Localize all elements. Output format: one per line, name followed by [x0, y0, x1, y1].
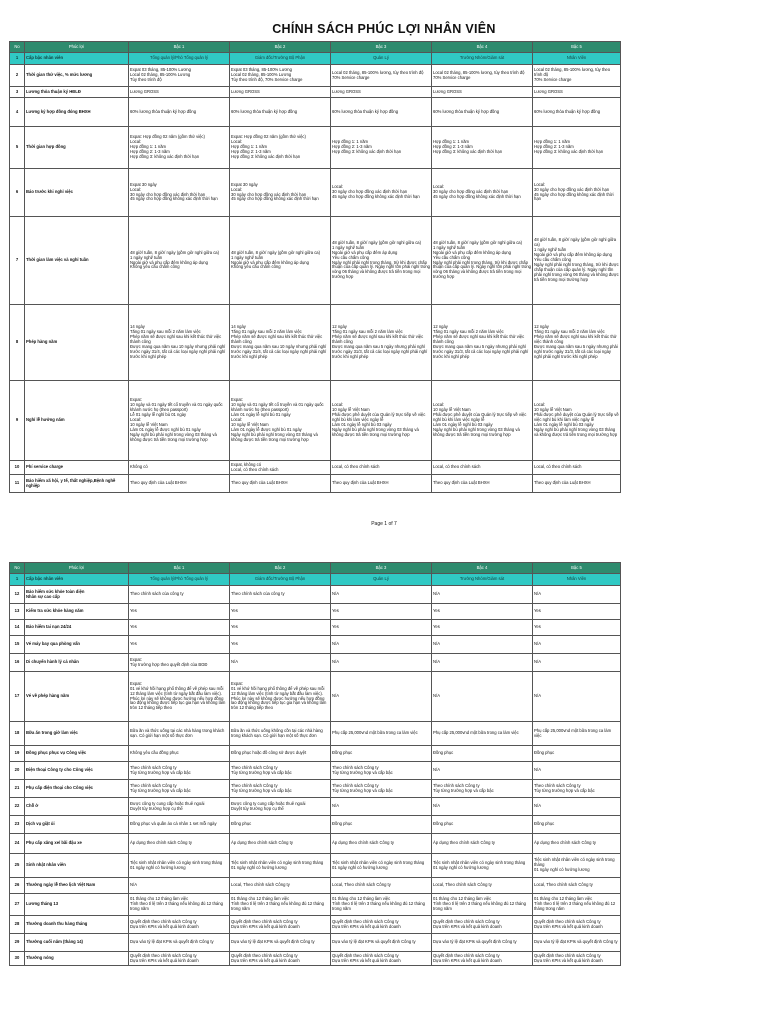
row-number: 3	[10, 87, 25, 98]
tier-cell: Theo chính sách của công ty	[129, 586, 230, 604]
tier-cell: Áp dụng theo chính sách Công ty	[432, 834, 533, 854]
page-title: CHÍNH SÁCH PHÚC LỢI NHÂN VIÊN	[272, 22, 496, 36]
tier-cell: N/A	[533, 636, 621, 654]
tier-cell: 01 tháng cho 12 tháng làm việc Tính theo tỉ lệ trên 3 tháng nếu không đủ 12 tháng trong năm	[331, 894, 432, 916]
tier-cell: Local: 30 ngày cho hợp đồng xác định thời hạn 45 ngày cho hợp đồng không xác định thời hạn	[331, 169, 432, 217]
tier-cell: 48 giờ/ tuần, 8 giờ/ ngày (gồm giờ nghỉ giữa ca) 1 ngày nghỉ/ tuần Ngoài giờ và phụ cấp đêm không áp dụng Không yêu cầu chấm công	[129, 217, 230, 305]
tier-cell: Yes	[230, 620, 331, 636]
tier-cell: N/A	[533, 654, 621, 672]
tier-cell: Quyết định theo chính sách Công ty Dựa trên KPIs và kết quả kinh doanh	[331, 952, 432, 966]
benefit-name: Dịch vụ giặt ủi	[25, 816, 129, 834]
tier-cell: N/A	[533, 672, 621, 722]
tier-cell: Theo chính sách Công ty Tùy từng trường hợp và cấp bậc	[230, 762, 331, 780]
tier-cell: N/A	[129, 878, 230, 894]
header-cell: Phúc lợi	[25, 563, 129, 574]
row-number: 26	[10, 878, 25, 894]
table-row	[10, 127, 621, 169]
benefits-table-page-1	[9, 41, 621, 493]
level-cell: Giám đốc/Trưởng Bộ Phận	[230, 574, 331, 586]
tier-cell: Yes	[533, 604, 621, 620]
tier-cell: 48 giờ/ tuần, 8 giờ/ ngày (gồm giờ nghỉ giữa ca) 1 ngày nghỉ/ tuần Ngoài giờ và phụ cấp đêm không áp dụng Yêu cầu chấm công Ngày nghỉ phải nghỉ trong tháng, trừ khi được chấp thuận của cấp quản lý. Ngày nghỉ tồn phải nghỉ trong vòng 06 tháng và không được trả tiền trong mọi trường hợp	[533, 217, 621, 305]
tier-cell: Đồng phục	[533, 746, 621, 762]
benefit-name: Báo trước khi nghỉ việc	[25, 169, 129, 217]
tier-cell: Local 02 tháng, 85-100% lương, tùy theo trình độ 70% Service charge	[331, 65, 432, 87]
row-number: 8	[10, 305, 25, 381]
tier-cell: N/A	[331, 654, 432, 672]
tier-cell: Expat 03 tháng, 85-100% Lương Local 02 tháng, 85-100% Lương Tùy theo trình độ	[129, 65, 230, 87]
tier-cell: 60% lương thỏa thuận ký hợp đồng	[230, 98, 331, 127]
table-row	[10, 620, 621, 636]
tier-cell: Lương GROSS	[129, 87, 230, 98]
tier-cell: Tiệc sinh nhật nhân viên có ngày sinh trong tháng 01 ngày nghỉ có hưởng lương	[331, 854, 432, 878]
tier-cell: 60% lương thỏa thuận ký hợp đồng	[129, 98, 230, 127]
header-cell: Bậc 4	[432, 42, 533, 53]
tier-cell: Dựa vào tỷ lệ đạt KPIs và quyết định Công ty	[432, 934, 533, 952]
tier-cell: Yes	[129, 636, 230, 654]
tier-cell: Áp dụng theo chính sách Công ty	[533, 834, 621, 854]
tier-cell: Được công ty cung cấp hoặc thuê ngoài Duyệt tùy trường hợp cụ thể	[230, 798, 331, 816]
tier-cell: Phụ cấp 25,000vnd một bữa trong ca làm việc	[432, 722, 533, 746]
benefit-name: Thời gian thử việc, % mức lương	[25, 65, 129, 87]
benefit-name: Lương ký hợp đồng đóng BHXH	[25, 98, 129, 127]
tier-cell: Expat: 01 vé khứ hồi hạng phổ thông để về phép sau mỗi 12 tháng làm việc (tính từ ngày bắt đầu làm việc). Phúc lợi này sẽ không được hưởng nếu hợp đồng lao động không được tiếp tục gia hạn và không làm tròn 12 tháng tiếp theo	[129, 672, 230, 722]
tier-cell: 01 tháng cho 12 tháng làm việc Tính theo tỉ lệ trên 3 tháng nếu không đủ 12 tháng trong năm	[432, 894, 533, 916]
level-row	[10, 574, 621, 586]
header-cell: No	[10, 42, 25, 53]
tier-cell: N/A	[331, 798, 432, 816]
tier-cell: Local: 10 ngày lễ Việt Nam Phải được phê duyệt của Quản lý trực tiếp về việc nghỉ bù khi làm việc ngày lễ Làm 01 ngày lễ nghỉ bù 03 ngày Ngày nghỉ bù phải nghỉ trong vòng 03 tháng và không được trả tiền trong mọi trường hợp	[331, 381, 432, 461]
row-number: 25	[10, 854, 25, 878]
tier-cell: 48 giờ/ tuần, 8 giờ/ ngày (gồm giờ nghỉ giữa ca) 1 ngày nghỉ/ tuần Ngoài giờ và phụ cấp đêm không áp dụng Yêu cầu chấm công Ngày nghỉ phải nghỉ trong tháng, trừ khi được chấp thuận của cấp quản lý. Ngày nghỉ tồn phải nghỉ trong vòng 06 tháng và không được trả tiền trong mọi trường hợp	[432, 217, 533, 305]
tier-cell: Yes	[432, 604, 533, 620]
tier-cell: Bữa ăn và thức uống không cồn tại các nhà hàng trong khách sạn. Có giới hạn một số thực đơn	[230, 722, 331, 746]
tier-cell: Không có	[129, 461, 230, 475]
row-number: 10	[10, 461, 25, 475]
tier-cell: N/A	[432, 654, 533, 672]
table-row	[10, 672, 621, 722]
tier-cell: 48 giờ/ tuần, 8 giờ/ ngày (gồm giờ nghỉ giữa ca) 1 ngày nghỉ/ tuần Ngoài giờ và phụ cấp đêm không áp dụng Không yêu cầu chấm công	[230, 217, 331, 305]
tier-cell: Quyết định theo chính sách Công ty Dựa trên KPIs và kết quả kinh doanh	[129, 916, 230, 934]
row-number: 22	[10, 798, 25, 816]
level-cell: 1	[10, 574, 25, 586]
tier-cell: Tiệc sinh nhật nhân viên có ngày sinh trong tháng 01 ngày nghỉ có hưởng lương	[129, 854, 230, 878]
tier-cell: Quyết định theo chính sách Công ty Dựa trên KPIs và kết quả kinh doanh	[230, 952, 331, 966]
tier-cell: Đồng phục	[533, 816, 621, 834]
row-number: 21	[10, 780, 25, 798]
benefit-name: Bảo hiểm tai nạn 24/24	[25, 620, 129, 636]
tier-cell: Local, Theo chính sách Công ty	[533, 878, 621, 894]
tier-cell: Local, có theo chính sách	[331, 461, 432, 475]
tier-cell: Đồng phục và quần áo cá nhân 1 set mỗi ngày	[129, 816, 230, 834]
table-row	[10, 98, 621, 127]
benefit-name: Sinh nhật nhân viên	[25, 854, 129, 878]
tier-cell: N/A	[432, 636, 533, 654]
tier-cell: N/A	[432, 586, 533, 604]
tier-cell: Local, Theo chính sách Công ty	[331, 878, 432, 894]
table-row	[10, 834, 621, 854]
row-number: 12	[10, 586, 25, 604]
header-cell: Bậc 5	[533, 42, 621, 53]
tier-cell: Quyết định theo chính sách Công ty Dựa trên KPIs và kết quả kinh doanh	[129, 952, 230, 966]
tier-cell: Hợp đồng 1: 1 năm Hợp đồng 2: 1-3 năm Hợp đồng 3: không xác định thời hạn	[432, 127, 533, 169]
benefit-name: Bảo hiểm xã hội, y tế, thất nghiệp,Bệnh nghề nghiệp	[25, 475, 129, 493]
benefit-name: Đồng phục phục vụ Công việc	[25, 746, 129, 762]
table-row	[10, 916, 621, 934]
tier-cell: Yes	[331, 604, 432, 620]
table-row	[10, 878, 621, 894]
tier-cell: Local: 10 ngày lễ Việt Nam Phải được phê duyệt của Quản lý trực tiếp về việc nghỉ bù khi làm việc ngày lễ Làm 01 ngày lễ nghỉ bù 03 ngày Ngày nghỉ bù phải nghỉ trong vòng 03 tháng và không được trả tiền trong mọi trường hợp	[533, 381, 621, 461]
tier-cell: Theo chính sách Công ty Tùy từng trường hợp và cấp bậc	[230, 780, 331, 798]
tier-cell: Theo chính sách Công ty Tùy từng trường hợp và cấp bậc	[533, 780, 621, 798]
row-number: 6	[10, 169, 25, 217]
tier-cell: Yes	[331, 620, 432, 636]
level-cell: 1	[10, 53, 25, 65]
row-number: 14	[10, 620, 25, 636]
tier-cell: Yes	[533, 620, 621, 636]
table-row	[10, 604, 621, 620]
row-number: 23	[10, 816, 25, 834]
benefit-name: Thời gian làm việc và nghỉ tuần	[25, 217, 129, 305]
tier-cell: Expat 30 ngày Local: 30 ngày cho hợp đồng xác định thời hạn 45 ngày cho hợp đồng không xác định thời hạn	[129, 169, 230, 217]
benefit-name: Bảo hiểm sức khỏe toàn diện Nhân sự cao cấp	[25, 586, 129, 604]
tier-cell: Local 02 tháng, 85-100% lương, tùy theo trình độ 70% Service charge	[533, 65, 621, 87]
benefit-name: Vé về phép hàng năm	[25, 672, 129, 722]
tier-cell: Yes	[230, 636, 331, 654]
benefit-name: Lương thỏa thuận ký HĐLĐ	[25, 87, 129, 98]
tier-cell: Theo chính sách Công ty Tùy từng trường hợp và cấp bậc	[129, 780, 230, 798]
benefit-name: Phụ cấp xăng xe/ bãi đậu xe	[25, 834, 129, 854]
tier-cell: Theo chính sách Công ty Tùy từng trường hợp và cấp bậc	[331, 780, 432, 798]
tier-cell: Yes	[129, 604, 230, 620]
tier-cell: Theo quy định của Luật BHXH	[230, 475, 331, 493]
tier-cell: Yes	[129, 620, 230, 636]
tier-cell: N/A	[533, 798, 621, 816]
benefit-name: Bữa ăn trong giờ làm việc	[25, 722, 129, 746]
tier-cell: N/A	[331, 672, 432, 722]
table-row	[10, 762, 621, 780]
tier-cell: Quyết định theo chính sách Công ty Dựa trên KPIs và kết quả kinh doanh	[432, 952, 533, 966]
tier-cell: Yes	[230, 604, 331, 620]
tier-cell: 14 ngày Tăng 01 ngày sau mỗi 2 năm làm việc Phép năm sẽ được nghỉ sau khi kết thúc thử việc thành công Được mang qua năm sau 10 ngày nhưng phải nghỉ trước ngày 31/4, tất cả các loại ngày nghỉ phải nghỉ trước khi nghỉ phép	[230, 305, 331, 381]
tier-cell: Expat: 10 ngày và 01 ngày tết cổ truyền và 01 ngày quốc khánh nước họ (theo passport) Lễ 01 ngày lễ nghỉ bù 01 ngày Local: 10 ngày lễ Việt Nam Làm 01 ngày lễ được nghỉ bù 01 ngày Ngày nghỉ bù phải nghỉ trong vòng 03 tháng và không được trả tiền trong mọi trường hợp	[129, 381, 230, 461]
level-cell: Quản Lý	[331, 53, 432, 65]
tier-cell: Bữa ăn và thức uống tại các nhà hàng trong khách sạn. Có giới hạn một số thực đơn	[129, 722, 230, 746]
row-number: 27	[10, 894, 25, 916]
tier-cell: 12 ngày Tăng 01 ngày sau mỗi 2 năm làm việc Phép năm sẽ được nghỉ sau khi kết thúc thử việc thành công Được mang qua năm sau 5 ngày nhưng phải nghỉ trước ngày 31/3, tất cả các loại ngày nghỉ phải nghỉ trước khi nghỉ phép	[533, 305, 621, 381]
tier-cell: Đồng phục	[331, 746, 432, 762]
tier-cell: Theo chính sách Công ty Tùy từng trường hợp và cấp bậc	[129, 762, 230, 780]
header-cell: Bậc 4	[432, 563, 533, 574]
tier-cell: Local, Theo chính sách Công ty	[432, 878, 533, 894]
tier-cell: Theo quy định của Luật BHXH	[129, 475, 230, 493]
tier-cell: Local, có theo chính sách	[533, 461, 621, 475]
table-row	[10, 65, 621, 87]
header-cell: No	[10, 563, 25, 574]
level-cell: Tổng quản lý/Phó Tổng quản lý	[129, 53, 230, 65]
tier-cell: Expat: 10 ngày và 01 ngày tết cổ truyền và 01 ngày quốc khánh nước họ (theo passport) Làm 01 ngày lễ nghỉ bù 01 ngày Local: 10 ngày lễ Việt Nam Làm 01 ngày lễ được nghỉ bù 01 ngày Ngày nghỉ bù phải nghỉ trong vòng 03 tháng và không được trả tiền trong mọi trường hợp	[230, 381, 331, 461]
tier-cell: Expat: Hợp đồng 02 năm (gồm thử việc) Local: Hợp đồng 1: 1 năm Hợp đồng 2: 1-3 năm Hợp đồng 3: không xác định thời hạn	[129, 127, 230, 169]
tier-cell: Đồng phục	[331, 816, 432, 834]
level-cell: Trưởng Nhóm/Giám sát	[432, 53, 533, 65]
table-row	[10, 381, 621, 461]
table-row	[10, 169, 621, 217]
tier-cell: N/A	[432, 672, 533, 722]
tier-cell: Lương GROSS	[230, 87, 331, 98]
tier-cell: Expat: Hợp đồng 02 năm (gồm thử việc) Local: Hợp đồng 1: 1 năm Hợp đồng 2: 1-3 năm Hợp đồng 3: không xác định thời hạn	[230, 127, 331, 169]
tier-cell: Phụ cấp 25,000vnd một bữa trong ca làm việc	[331, 722, 432, 746]
table-row	[10, 305, 621, 381]
tier-cell: Được công ty cung cấp hoặc thuê ngoài Duyệt tùy trường hợp cụ thể	[129, 798, 230, 816]
row-number: 9	[10, 381, 25, 461]
tier-cell: Dựa vào tỷ lệ đạt KPIs và quyết định Công ty	[230, 934, 331, 952]
tier-cell: Tiệc sinh nhật nhân viên có ngày sinh trong tháng 01 ngày nghỉ có hưởng lương	[533, 854, 621, 878]
table-row	[10, 780, 621, 798]
tier-cell: 01 tháng cho 12 tháng làm việc Tính theo tỉ lệ trên 3 tháng nếu không đủ 12 tháng trong năm	[533, 894, 621, 916]
tier-cell: Local: 10 ngày lễ Việt Nam Phải được phê duyệt của Quản lý trực tiếp về việc nghỉ bù khi làm việc ngày lễ Làm 01 ngày lễ nghỉ bù 03 ngày Ngày nghỉ bù phải nghỉ trong vòng 03 tháng và không được trả tiền trong mọi trường hợp	[432, 381, 533, 461]
tier-cell: Expat: 01 vé khứ hồi hạng phổ thông để về phép sau mỗi 12 tháng làm việc (tính từ ngày bắt đầu làm việc). Phúc lợi này sẽ không được hưởng nếu hợp đồng lao động không được tiếp tục gia hạn và không làm tròn 12 tháng tiếp theo	[230, 672, 331, 722]
row-number: 18	[10, 722, 25, 746]
tier-cell: Local 02 tháng, 85-100% lương, tùy theo trình độ 70% Service charge	[432, 65, 533, 87]
table-row	[10, 654, 621, 672]
table-row	[10, 461, 621, 475]
header-cell: Phúc lợi	[25, 42, 129, 53]
benefit-name: Thưởng cuối năm (tháng 14)	[25, 934, 129, 952]
tier-cell: Áp dụng theo chính sách Công ty	[230, 834, 331, 854]
tier-cell: Quyết định theo chính sách Công ty Dựa trên KPIs và kết quả kinh doanh	[331, 916, 432, 934]
tier-cell: Áp dụng theo chính sách Công ty	[331, 834, 432, 854]
row-number: 2	[10, 65, 25, 87]
tier-cell: Áp dụng theo chính sách Công ty	[129, 834, 230, 854]
tier-cell: N/A	[533, 586, 621, 604]
table-row	[10, 934, 621, 952]
tier-cell: N/A	[230, 654, 331, 672]
benefit-name: Phép hàng năm	[25, 305, 129, 381]
table-row	[10, 217, 621, 305]
header-row	[10, 563, 621, 574]
header-cell: Bậc 1	[129, 563, 230, 574]
tier-cell: Hợp đồng 1: 1 năm Hợp đồng 2: 1-3 năm Hợp đồng 3: không xác định thời hạn	[331, 127, 432, 169]
header-cell: Bậc 2	[230, 563, 331, 574]
row-number: 15	[10, 636, 25, 654]
benefit-name: Thưởng doanh thu hàng tháng	[25, 916, 129, 934]
tier-cell: Quyết định theo chính sách Công ty Dựa trên KPIs và kết quả kinh doanh	[230, 916, 331, 934]
tier-cell: Theo quy định của Luật BHXH	[331, 475, 432, 493]
row-number: 11	[10, 475, 25, 493]
header-cell: Bậc 3	[331, 42, 432, 53]
tier-cell: Theo quy định của Luật BHXH	[533, 475, 621, 493]
row-number: 17	[10, 672, 25, 722]
benefit-name: Thưởng ngày lễ theo lịch Việt Nam	[25, 878, 129, 894]
table-row	[10, 475, 621, 493]
row-number: 24	[10, 834, 25, 854]
level-row	[10, 53, 621, 65]
tier-cell: Local: 30 ngày cho hợp đồng xác định thời hạn 45 ngày cho hợp đồng không xác định thời hạn	[533, 169, 621, 217]
header-cell: Bậc 1	[129, 42, 230, 53]
benefit-name: Nghỉ lễ hưởng năm	[25, 381, 129, 461]
row-number: 13	[10, 604, 25, 620]
tier-cell: Đồng phục	[432, 816, 533, 834]
header-cell: Bậc 3	[331, 563, 432, 574]
benefit-name: Lương tháng 13	[25, 894, 129, 916]
row-number: 4	[10, 98, 25, 127]
table-row	[10, 722, 621, 746]
tier-cell: Expat, không có Local, có theo chính sách	[230, 461, 331, 475]
row-number: 28	[10, 916, 25, 934]
level-cell: Cấp bậc nhân viên	[25, 53, 129, 65]
header-row	[10, 42, 621, 53]
tier-cell: 48 giờ/ tuần, 8 giờ/ ngày (gồm giờ nghỉ giữa ca) 1 ngày nghỉ/ tuần Ngoài giờ và phụ cấp đêm áp dụng Yêu cầu chấm công Ngày nghỉ phải nghỉ trong tháng, trừ khi được chấp thuận của cấp quản lý. Ngày nghỉ tồn phải nghỉ trong vòng 06 tháng và không được trả tiền trong mọi trường hợp	[331, 217, 432, 305]
tier-cell: Lương GROSS	[432, 87, 533, 98]
level-cell: Trưởng Nhóm/Giám sát	[432, 574, 533, 586]
level-cell: Quản Lý	[331, 574, 432, 586]
tier-cell: Lương GROSS	[533, 87, 621, 98]
row-number: 29	[10, 934, 25, 952]
level-cell: Giám đốc/Trưởng Bộ Phận	[230, 53, 331, 65]
table-row	[10, 746, 621, 762]
tier-cell: N/A	[533, 762, 621, 780]
tier-cell: Expat 30 ngày Local: 30 ngày cho hợp đồng xác định thời hạn 45 ngày cho hợp đồng không xác định thời hạn	[230, 169, 331, 217]
tier-cell: Local, Theo chính sách Công ty	[230, 878, 331, 894]
tier-cell: N/A	[432, 762, 533, 780]
page-number: Page 1 of 7	[371, 521, 397, 527]
benefit-name: Phí service charge	[25, 461, 129, 475]
row-number: 30	[10, 952, 25, 966]
row-number: 7	[10, 217, 25, 305]
benefit-name: Chỗ ở	[25, 798, 129, 816]
table-row	[10, 854, 621, 878]
tier-cell: Dựa vào tỷ lệ đạt KPIs và quyết định Công ty	[129, 934, 230, 952]
table-row	[10, 586, 621, 604]
header-cell: Bậc 5	[533, 563, 621, 574]
table-row	[10, 952, 621, 966]
table-row	[10, 87, 621, 98]
tier-cell: Local, có theo chính sách	[432, 461, 533, 475]
tier-cell: Tiệc sinh nhật nhân viên có ngày sinh trong tháng 01 ngày nghỉ có hưởng lương	[230, 854, 331, 878]
tier-cell: Quyết định theo chính sách Công ty Dựa trên KPIs và kết quả kinh doanh	[533, 952, 621, 966]
tier-cell: Không yêu cầu đồng phục	[129, 746, 230, 762]
benefit-name: Vé máy bay qua phòng vấn	[25, 636, 129, 654]
benefit-name: Thưởng nóng	[25, 952, 129, 966]
table-row	[10, 636, 621, 654]
tier-cell: 12 ngày Tăng 01 ngày sau mỗi 2 năm làm việc Phép năm sẽ được nghỉ sau khi kết thúc thử việc thành công Được mang qua năm sau 5 ngày nhưng phải nghỉ trước ngày 31/3, tất cả các loại ngày nghỉ phải nghỉ trước khi nghỉ phép	[432, 305, 533, 381]
benefits-table-page-2	[9, 562, 621, 966]
tier-cell: Lương GROSS	[331, 87, 432, 98]
tier-cell: Expat 03 tháng, 85-100% Lương Local 02 tháng, 85-100% Lương Tùy theo trình độ, 70% Service charge	[230, 65, 331, 87]
tier-cell: N/A	[331, 636, 432, 654]
header-cell: Bậc 2	[230, 42, 331, 53]
tier-cell: Tiệc sinh nhật nhân viên có ngày sinh trong tháng 01 ngày nghỉ có hưởng lương	[432, 854, 533, 878]
tier-cell: 60% lương thỏa thuận ký hợp đồng	[432, 98, 533, 127]
tier-cell: Yes	[432, 620, 533, 636]
table-row	[10, 894, 621, 916]
level-cell: Nhân Viên	[533, 53, 621, 65]
tier-cell: Local: 30 ngày cho hợp đồng xác định thời hạn 45 ngày cho hợp đồng không xác định thời hạn	[432, 169, 533, 217]
tier-cell: 01 tháng cho 12 tháng làm việc Tính theo tỉ lệ trên 3 tháng nếu không đủ 12 tháng trong năm	[230, 894, 331, 916]
table-row	[10, 798, 621, 816]
tier-cell: Đồng phục	[432, 746, 533, 762]
benefit-name: Phụ cấp điện thoại cho Công việc	[25, 780, 129, 798]
tier-cell: 12 ngày Tăng 01 ngày sau mỗi 2 năm làm việc Phép năm sẽ được nghỉ sau khi kết thúc thử việc thành công Được mang qua năm sau 5 ngày nhưng phải nghỉ trước ngày 31/3, tất cả các loại ngày nghỉ phải nghỉ trước khi nghỉ phép	[331, 305, 432, 381]
tier-cell: Đồng phục hoặc đồ công sở được duyệt	[230, 746, 331, 762]
tier-cell: 60% lương thỏa thuận ký hợp đồng	[533, 98, 621, 127]
tier-cell: Expat: Tùy trường hợp theo quyết định của BGĐ	[129, 654, 230, 672]
level-cell: Cấp bậc nhân viên	[25, 574, 129, 586]
tier-cell: Quyết định theo chính sách Công ty Dựa trên KPIs và kết quả kinh doanh	[533, 916, 621, 934]
tier-cell: Dựa vào tỷ lệ đạt KPIs và quyết định Công ty	[331, 934, 432, 952]
tier-cell: Hợp đồng 1: 1 năm Hợp đồng 2: 1-3 năm Hợp đồng 3: không xác định thời hạn	[533, 127, 621, 169]
tier-cell: Theo quy định của Luật BHXH	[432, 475, 533, 493]
tier-cell: Quyết định theo chính sách Công ty Dựa trên KPIs và kết quả kinh doanh	[432, 916, 533, 934]
tier-cell: Theo chính sách Công ty Tùy từng trường hợp và cấp bậc	[331, 762, 432, 780]
row-number: 20	[10, 762, 25, 780]
tier-cell: Đồng phục	[230, 816, 331, 834]
tier-cell: 14 ngày Tăng 01 ngày sau mỗi 2 năm làm việc Phép năm sẽ được nghỉ sau khi kết thúc thử việc thành công Được mang qua năm sau 10 ngày nhưng phải nghỉ trước ngày 31/4, tất cả các loại ngày nghỉ phải nghỉ trước khi nghỉ phép	[129, 305, 230, 381]
benefit-name: Điện thoại Công ty cho Công việc	[25, 762, 129, 780]
row-number: 19	[10, 746, 25, 762]
tier-cell: Theo chính sách của công ty	[230, 586, 331, 604]
tier-cell: N/A	[432, 798, 533, 816]
level-cell: Tổng quản lý/Phó Tổng quản lý	[129, 574, 230, 586]
tier-cell: Theo chính sách Công ty Tùy từng trường hợp và cấp bậc	[432, 780, 533, 798]
level-cell: Nhân Viên	[533, 574, 621, 586]
row-number: 5	[10, 127, 25, 169]
tier-cell: Dựa vào tỷ lệ đạt KPIs và quyết định Công ty	[533, 934, 621, 952]
tier-cell: Phụ cấp 25,000vnd một bữa trong ca làm việc	[533, 722, 621, 746]
tier-cell: 60% lương thỏa thuận ký hợp đồng	[331, 98, 432, 127]
row-number: 16	[10, 654, 25, 672]
benefit-name: Di chuyển hành lý cá nhân	[25, 654, 129, 672]
table-row	[10, 816, 621, 834]
benefit-name: Kiểm tra sức khỏe hàng năm	[25, 604, 129, 620]
benefit-name: Thời gian hợp đồng	[25, 127, 129, 169]
tier-cell: N/A	[331, 586, 432, 604]
tier-cell: 01 tháng cho 12 tháng làm việc Tính theo tỉ lệ trên 3 tháng nếu không đủ 12 tháng trong năm	[129, 894, 230, 916]
